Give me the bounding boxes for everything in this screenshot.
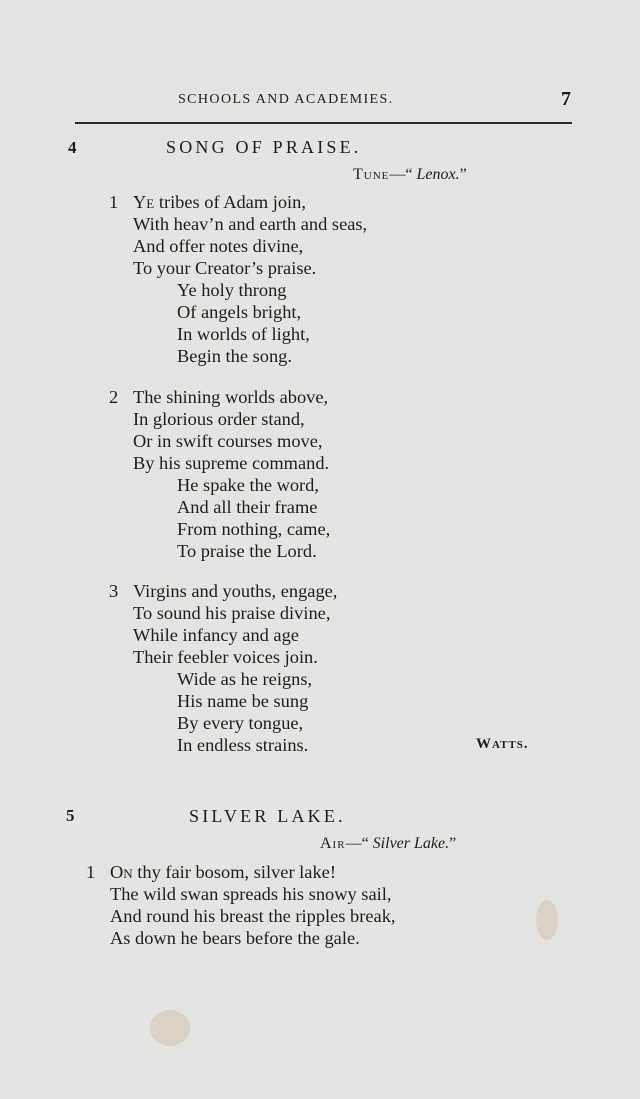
verse-line: In endless strains. (177, 735, 309, 755)
running-header: SCHOOLS AND ACADEMIES. (178, 92, 394, 107)
air-separator: —“ (345, 835, 373, 852)
hymn-title: SILVER LAKE. (189, 806, 346, 826)
verse-line: Virgins and youths, engage, (133, 581, 338, 601)
verse-3 (109, 580, 338, 756)
paper-stain (536, 900, 558, 940)
verse-line: By his supreme command. (133, 453, 330, 473)
air-label: Air (320, 835, 346, 852)
tune-line (353, 166, 467, 184)
verse-line: The shining worlds above, (133, 387, 329, 407)
hymn-number: 5 (66, 806, 75, 825)
silver-lake-verse-1 (86, 861, 396, 949)
verse-line: With heav’n and earth and seas, (133, 214, 368, 234)
verse-number: 2 (109, 387, 119, 407)
verse-line: In worlds of light, (177, 324, 310, 344)
hymn-author: Watts. (476, 736, 529, 752)
verse-line: To your Creator’s praise. (133, 258, 317, 278)
verse-line: The wild swan spreads his snowy sail, (110, 884, 392, 904)
verse-line: To praise the Lord. (177, 541, 317, 561)
verse-2 (109, 386, 331, 562)
tune-separator: —“ (389, 166, 417, 183)
verse-1 (109, 191, 368, 367)
air-close: ” (449, 835, 457, 852)
verse-line: He spake the word, (177, 475, 319, 495)
tune-close: ” (459, 166, 467, 183)
tune-label: Tune (353, 166, 390, 183)
air-name: Silver Lake. (372, 835, 450, 852)
verse-number: 1 (86, 862, 96, 882)
verse-line: Their feebler voices join. (133, 647, 318, 667)
verse-line: And offer notes divine, (133, 236, 304, 256)
verse-lead-word: Ye (133, 192, 155, 212)
page-number: 7 (561, 88, 571, 110)
verse-line: By every tongue, (177, 713, 304, 733)
verse-line: Or in swift courses move, (133, 431, 323, 451)
verse-line: And round his breast the ripples break, (110, 906, 396, 926)
verse-line: To sound his praise divine, (133, 603, 331, 623)
verse-lead-word: On (110, 862, 133, 882)
verse-line: Begin the song. (177, 346, 292, 366)
verse-line: As down he bears before the gale. (110, 928, 360, 948)
hymn-title: SONG OF PRAISE. (166, 137, 362, 157)
verse-line: In glorious order stand, (133, 409, 305, 429)
tune-name: Lenox. (416, 166, 460, 183)
verse-line: Wide as he reigns, (177, 669, 313, 689)
verse-line: From nothing, came, (177, 519, 331, 539)
air-line (320, 835, 456, 853)
verse-line: Ye holy throng (177, 280, 287, 300)
hymn-number: 4 (68, 138, 77, 157)
verse-line: tribes of Adam join, (154, 192, 306, 212)
verse-number: 3 (109, 581, 119, 601)
paper-stain (150, 1010, 190, 1046)
verse-line: Of angels bright, (177, 302, 302, 322)
verse-number: 1 (109, 192, 119, 212)
verse-line: thy fair bosom, silver lake! (132, 862, 336, 882)
verse-line: His name be sung (177, 691, 309, 711)
header-rule (75, 122, 572, 124)
verse-line: And all their frame (177, 497, 318, 517)
verse-line: While infancy and age (133, 625, 299, 645)
